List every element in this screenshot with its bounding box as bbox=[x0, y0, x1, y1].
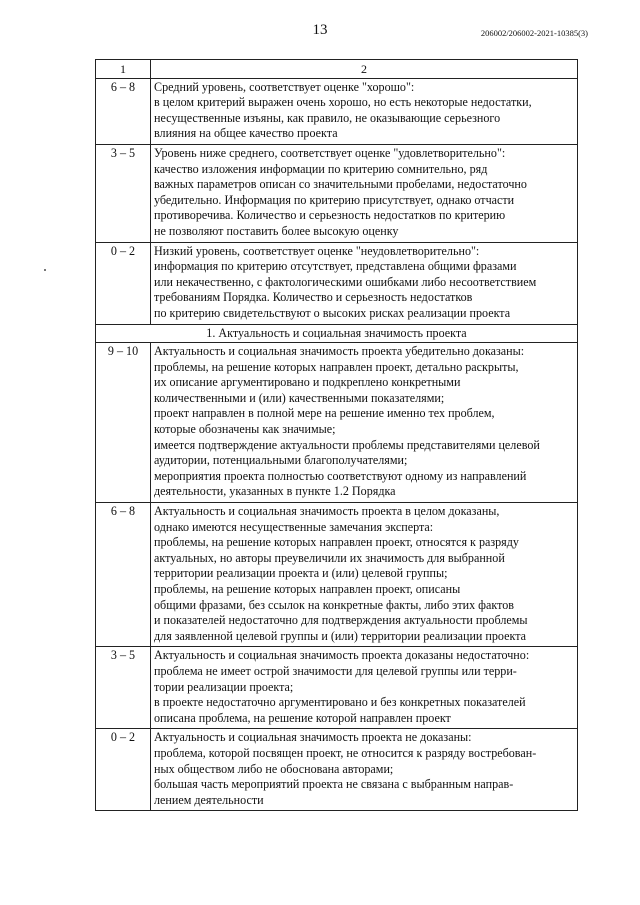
description-line: противоречива. Количество и серьезность недостатков по критерию bbox=[154, 208, 506, 223]
description-line: Средний уровень, соответствует оценке "хорошо": bbox=[154, 79, 415, 94]
description-line: аудитории, потенциальными благополучателями; bbox=[154, 453, 408, 468]
description-line: ных обществом либо не обоснована авторами; bbox=[154, 761, 394, 776]
description-line: несущественные изъяны, как правило, не оказывающие серьезного bbox=[154, 110, 501, 125]
description-line: Актуальность и социальная значимость проекта в целом доказаны, bbox=[154, 504, 500, 519]
score-cell: 3 – 5 bbox=[96, 647, 151, 729]
description-line: проект направлен в полной мере на решение именно тех проблем, bbox=[154, 406, 495, 421]
margin-mark bbox=[44, 269, 46, 271]
description-line: Уровень ниже среднего, соответствует оценке "удовлетворительно": bbox=[154, 145, 506, 160]
score-cell: 9 – 10 bbox=[96, 343, 151, 503]
description-line: в целом критерий выражен очень хорошо, но есть некоторые недостатки, bbox=[154, 95, 532, 110]
score-cell: 6 – 8 bbox=[96, 503, 151, 647]
description-line: территории реализации проекта и (или) целевой группы; bbox=[154, 566, 448, 581]
document-code: 206002/206002-2021-10385(3) bbox=[480, 28, 588, 38]
description-cell bbox=[151, 729, 578, 811]
description-line: мероприятия проекта полностью соответствуют одному из направлений bbox=[154, 468, 527, 483]
description-line: проблема не имеет острой значимости для целевой группы или терри- bbox=[154, 663, 517, 678]
description-line: качество изложения информации по критерию сомнительно, ряд bbox=[154, 161, 488, 176]
description-cell bbox=[151, 647, 578, 729]
description-cell bbox=[151, 242, 578, 324]
description-line: общими фразами, без ссылок на конкретные факты, либо этих фактов bbox=[154, 597, 514, 612]
description-line: Низкий уровень, соответствует оценке "неудовлетворительно": bbox=[154, 243, 480, 258]
description-line: лением деятельности bbox=[154, 792, 264, 807]
description-line: проблемы, на решение которых направлен проект, детально раскрыты, bbox=[154, 359, 519, 374]
score-cell: 0 – 2 bbox=[96, 242, 151, 324]
description-line: для заявленной целевой группы и (или) территории реализации проекта bbox=[154, 628, 527, 643]
description-line: не позволяют поставить более высокую оценку bbox=[154, 223, 399, 238]
description-line: по критерию свидетельствуют о высоких рисках реализации проекта bbox=[154, 305, 511, 320]
description-line: проблемы, на решение которых направлен проект, описаны bbox=[154, 582, 461, 596]
page-number: 13 bbox=[312, 22, 328, 38]
description-line: Актуальность и социальная значимость проекта доказаны недостаточно: bbox=[154, 648, 530, 663]
description-line: проблемы, на решение которых направлен проект, относятся к разряду bbox=[154, 535, 519, 550]
description-line: информация по критерию отсутствует, представлена общими фразами bbox=[154, 259, 517, 274]
description-cell bbox=[151, 343, 578, 503]
description-line: которые обозначены как значимые; bbox=[154, 422, 336, 437]
description-line: убедительно. Информация по критерию присутствует, однако отчасти bbox=[154, 192, 515, 207]
description-line: и показателей недостаточно для подтверждения актуальности проблемы bbox=[154, 613, 528, 628]
description-line: их описание аргументировано и подкреплено конкретными bbox=[154, 375, 461, 390]
description-line: однако имеются несущественные замечания эксперта: bbox=[154, 519, 434, 534]
table-row bbox=[96, 647, 578, 729]
description-line: описана проблема, на решение которой направлен проект bbox=[154, 710, 451, 725]
description-line: или некачественно, с фактологическими ошибками либо несоответствием bbox=[154, 274, 537, 289]
table-row bbox=[96, 144, 578, 242]
description-line: деятельности, указанных в пункте 1.2 Порядка bbox=[154, 484, 396, 499]
section-title-row bbox=[96, 324, 578, 343]
table-row bbox=[96, 503, 578, 647]
column-header-description: 2 bbox=[151, 60, 578, 79]
description-line: тории реализации проекта; bbox=[154, 679, 294, 694]
description-cell bbox=[151, 78, 578, 144]
column-header-score: 1 bbox=[96, 60, 151, 79]
description-line: проблема, которой посвящен проект, не относится к разряду востребован- bbox=[154, 745, 537, 760]
score-cell: 3 – 5 bbox=[96, 144, 151, 242]
table-row bbox=[96, 78, 578, 144]
table-row bbox=[96, 242, 578, 324]
table-row bbox=[96, 343, 578, 503]
description-cell bbox=[151, 144, 578, 242]
description-line: важных параметров описан со значительными пробелами, недостаточно bbox=[154, 177, 527, 192]
table-row bbox=[96, 729, 578, 811]
section-title: 1. Актуальность и социальная значимость проекта bbox=[96, 324, 578, 343]
table-header-row bbox=[96, 60, 578, 79]
score-cell: 0 – 2 bbox=[96, 729, 151, 811]
description-line: Актуальность и социальная значимость проекта убедительно доказаны: bbox=[154, 344, 525, 359]
score-cell: 6 – 8 bbox=[96, 78, 151, 144]
description-cell bbox=[151, 503, 578, 647]
description-line: влияния на общее качество проекта bbox=[154, 126, 338, 141]
description-line: имеется подтверждение актуальности проблемы представителями целевой bbox=[154, 437, 540, 452]
criteria-table bbox=[95, 59, 578, 811]
description-line: большая часть мероприятий проекта не связана с выбранным направ- bbox=[154, 777, 514, 792]
description-line: требованиям Порядка. Количество и серьезность недостатков bbox=[154, 290, 473, 305]
description-line: в проекте недостаточно аргументировано и без конкретных показателей bbox=[154, 695, 526, 710]
description-line: Актуальность и социальная значимость проекта не доказаны: bbox=[154, 730, 472, 745]
description-line: актуальных, но авторы преувеличили их значимость для выбранной bbox=[154, 550, 505, 565]
description-line: количественными и (или) качественными показателями; bbox=[154, 390, 445, 405]
